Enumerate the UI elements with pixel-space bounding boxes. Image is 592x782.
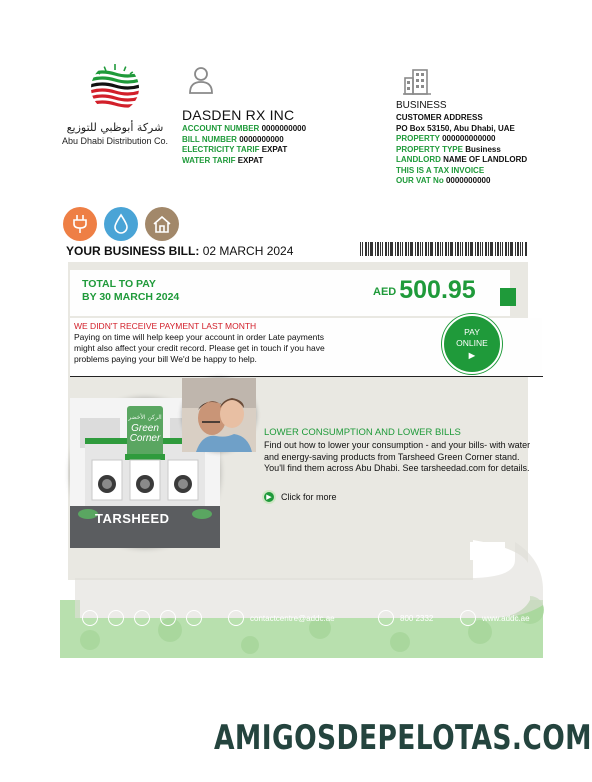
building-icon: [403, 68, 433, 96]
customer-name: DASDEN RX INC: [182, 107, 295, 123]
notice-text: Paying on time will help keep your account in order Late payments might also affect your credit record. Please get in touch if you have problems paying your bill We'd be happy to help.: [74, 332, 325, 364]
total-label: TOTAL TO PAY BY 30 MARCH 2024: [82, 278, 180, 303]
account-number-row: ACCOUNT NUMBER 0000000000: [182, 124, 307, 133]
social-icon[interactable]: [186, 610, 202, 626]
address-value: PO Box 53150, Abu Dhabi, UAE: [396, 123, 515, 133]
bill-title: YOUR BUSINESS BILL: 02 MARCH 2024: [66, 244, 294, 258]
footer-phone[interactable]: 800 2332: [400, 614, 434, 623]
watermark: AMIGOSDEPELOTAS.COM: [214, 718, 592, 758]
click-for-more-label: Click for more: [281, 492, 337, 502]
customer-details: [182, 124, 306, 166]
social-icon[interactable]: [134, 610, 150, 626]
bill-number-row: BILL NUMBER 0000000000: [182, 134, 284, 144]
electricity-icon: [63, 207, 97, 241]
footer-decoration: [60, 530, 543, 658]
barcode: [360, 242, 526, 256]
vat-row: OUR VAT No 0000000000: [396, 176, 491, 185]
landlord-row: LANDLORD NAME OF LANDLORD: [396, 155, 528, 164]
promo-title: LOWER CONSUMPTION AND LOWER BILLS: [264, 427, 461, 438]
promo-text: Find out how to lower your consumption - and your bills- with water and energy-saving products from Tarsheed Green Corner stand. You'll find them across Abu Dhabi. See tarsheedad.com for details.: [264, 440, 531, 473]
phone-icon: [378, 610, 394, 626]
social-icon[interactable]: [82, 610, 98, 626]
play-icon: ▶: [262, 490, 276, 504]
logo-arabic-text: شركة أبوظبي للتوزيع: [66, 121, 164, 134]
click-for-more-link[interactable]: [262, 490, 337, 504]
pay-online-button[interactable]: PAY ONLINE ►: [442, 314, 502, 374]
water-drop-icon: [104, 207, 138, 241]
business-title: BUSINESS: [396, 100, 447, 111]
tax-invoice-row: THIS IS A TAX INVOICE: [396, 165, 485, 175]
footer-website[interactable]: www.addc.ae: [482, 614, 530, 623]
total-accent: [500, 288, 516, 306]
globe-icon: [460, 610, 476, 626]
home-icon: [145, 207, 179, 241]
user-icon: [188, 66, 214, 94]
total-amount: AED 500.95: [373, 276, 476, 304]
property-type-row: PROPERTY TYPE Business: [396, 144, 501, 154]
tarsheed-brand: TARSHEED: [95, 511, 170, 526]
business-details: [396, 113, 527, 187]
green-corner-sign: Green Corner: [129, 423, 161, 444]
play-arrow-icon: ►: [466, 349, 478, 362]
water-tarif-row: WATER TARIF EXPAT: [182, 155, 264, 165]
family-photo: [182, 378, 256, 452]
logo-english-text: Abu Dhabi Distribution Co.: [61, 136, 169, 146]
electricity-tarif-row: ELECTRICITY TARIF EXPAT: [182, 145, 288, 154]
property-row: PROPERTY 000000000000: [396, 134, 496, 143]
social-icon[interactable]: [160, 610, 176, 626]
social-icon[interactable]: [108, 610, 124, 626]
email-icon: [228, 610, 244, 626]
notice-title: WE DIDN'T RECEIVE PAYMENT LAST MONTH: [74, 321, 257, 331]
green-corner-arabic: الركن الأخضر: [128, 414, 162, 421]
notice-divider: [70, 376, 543, 377]
address-label: CUSTOMER ADDRESS: [396, 113, 483, 122]
footer-email[interactable]: contactcentre@addc.ae: [250, 614, 335, 623]
